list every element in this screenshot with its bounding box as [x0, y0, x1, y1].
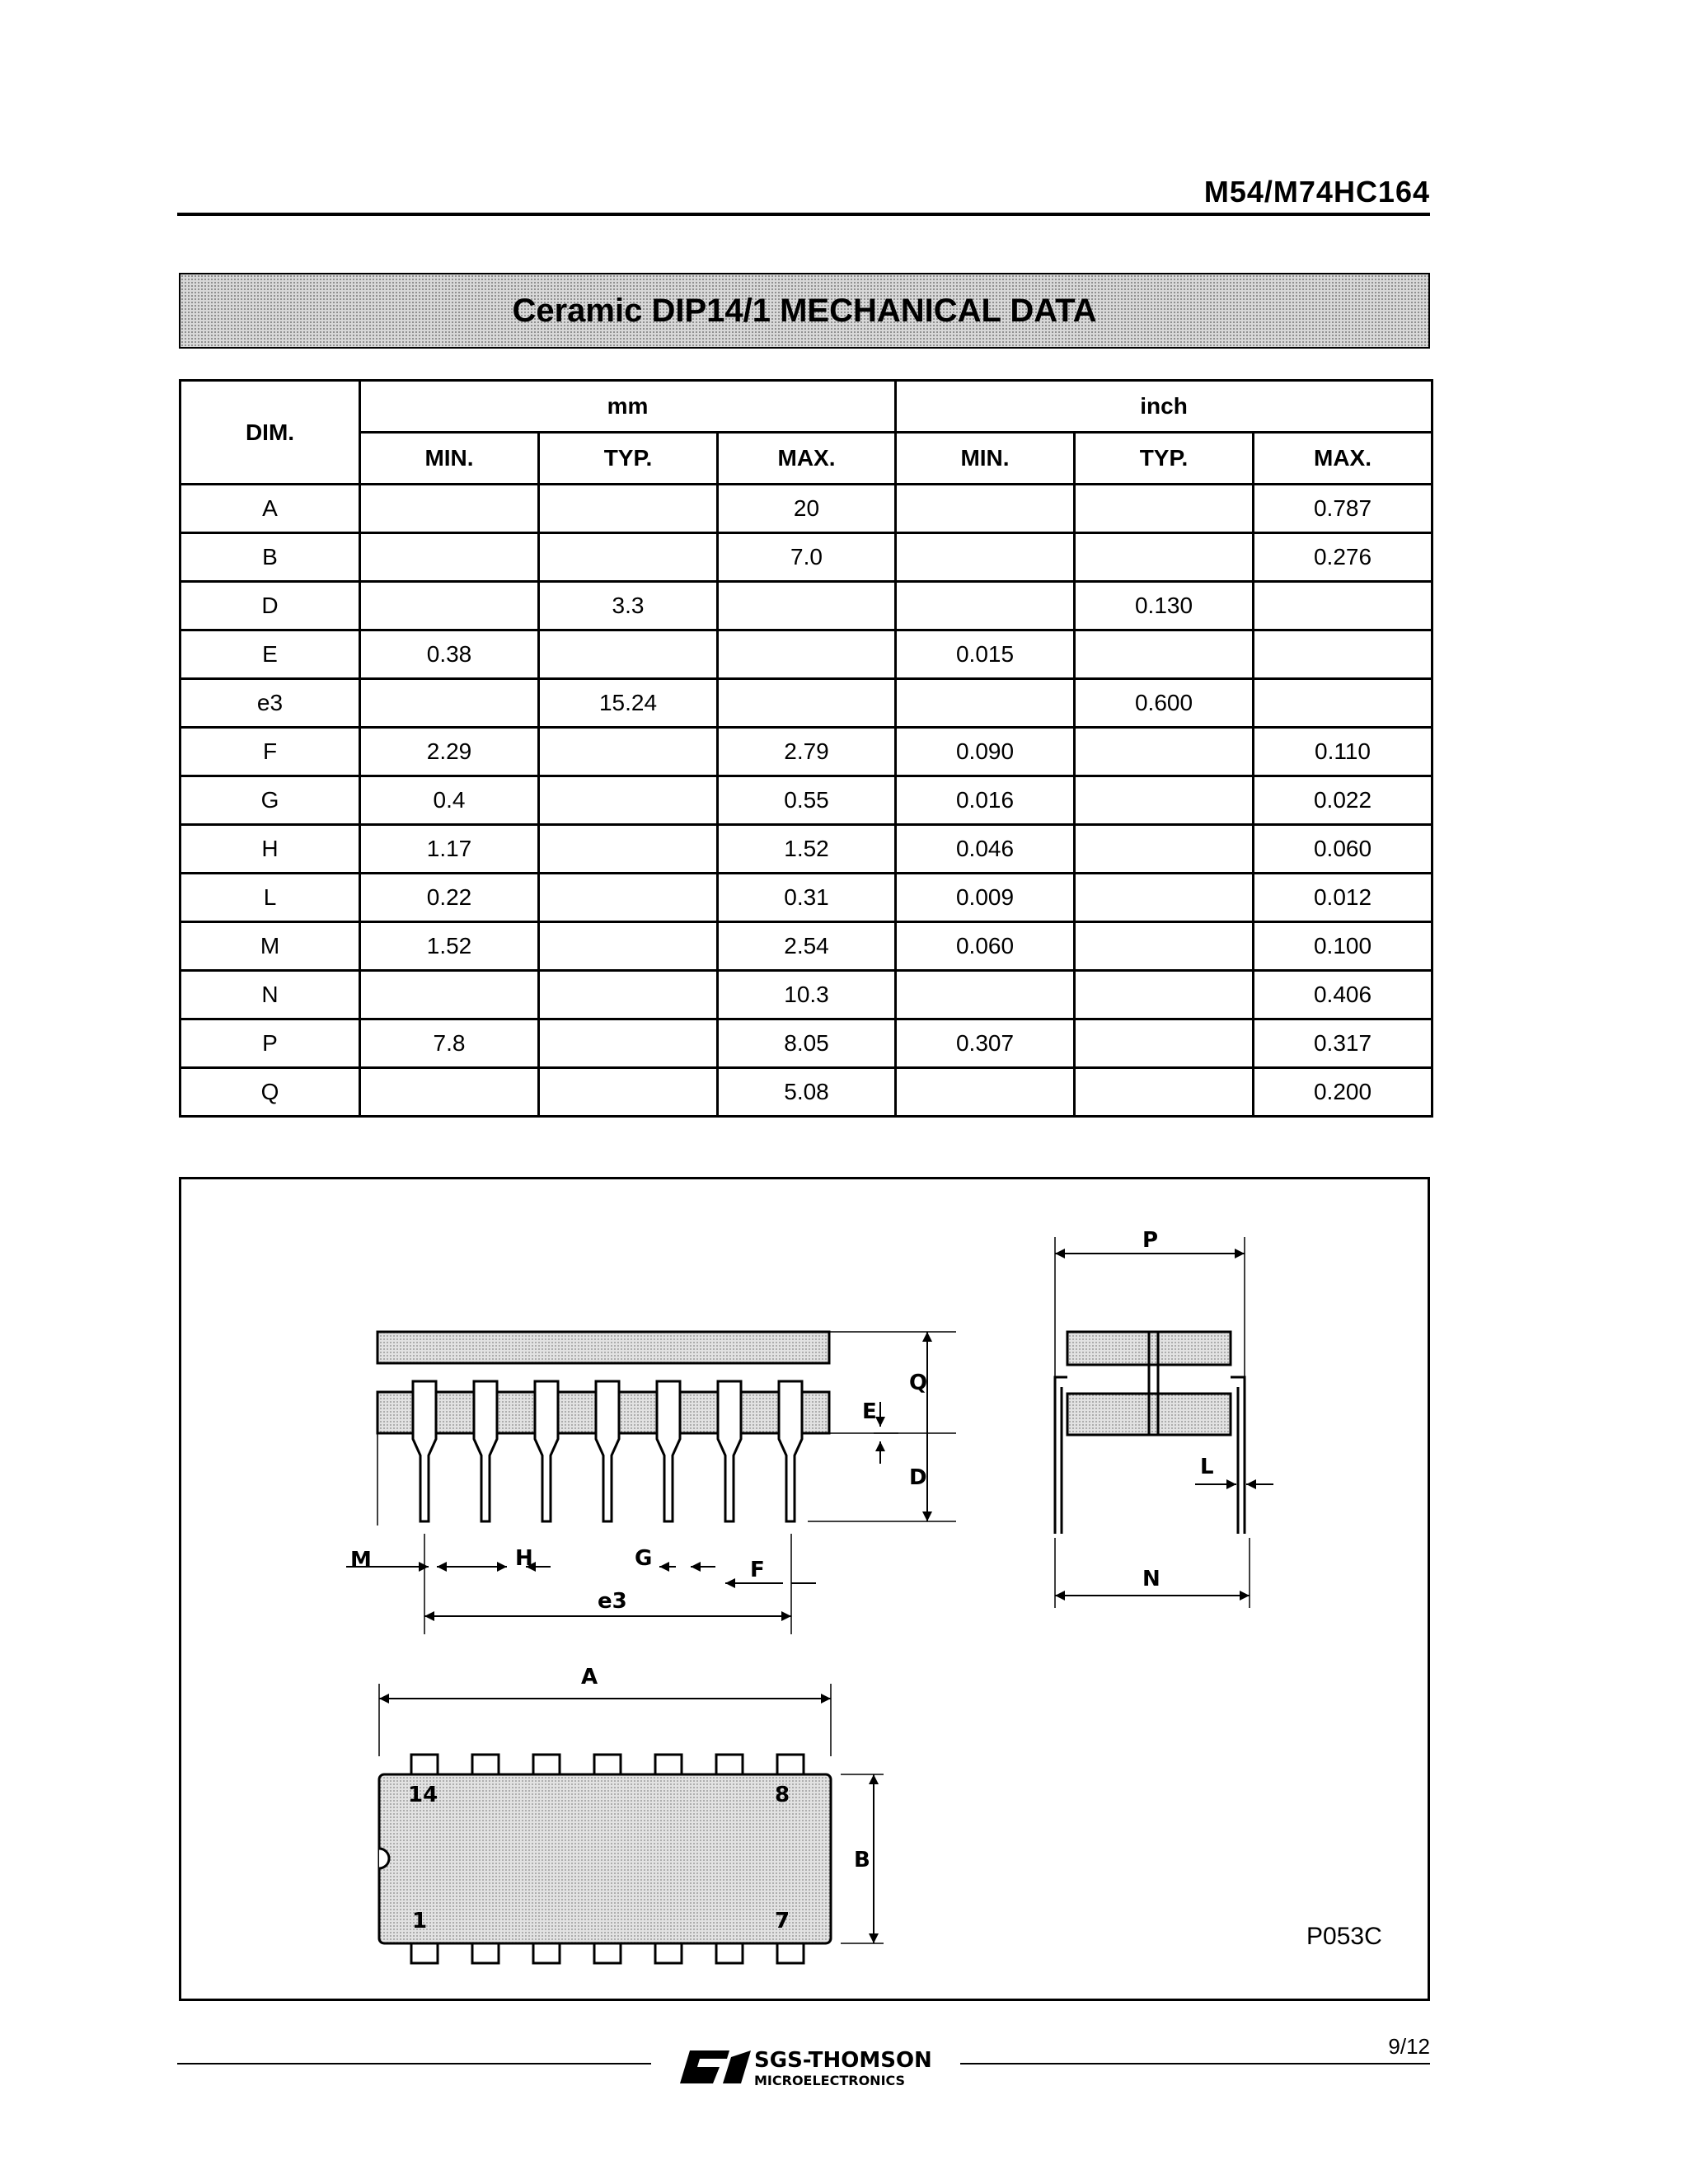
sub-header: TYP. [1075, 433, 1254, 485]
pin-top [777, 1755, 804, 1774]
dim-cell: E [181, 630, 360, 679]
dim-label-P: P [1142, 1228, 1159, 1253]
lead [657, 1381, 680, 1521]
value-cell [360, 971, 539, 1019]
dim-label-Q: Q [909, 1371, 928, 1395]
value-cell [360, 679, 539, 728]
value-cell: 0.317 [1254, 1019, 1432, 1068]
pin-top [716, 1755, 743, 1774]
pin-top [655, 1755, 682, 1774]
table-row [181, 874, 1432, 922]
dim-label-H: H [515, 1546, 533, 1571]
value-cell [539, 1068, 718, 1117]
value-cell: 0.060 [1254, 825, 1432, 874]
pin-bottom [411, 1943, 438, 1963]
pin-top [533, 1755, 560, 1774]
value-cell [360, 1068, 539, 1117]
pin-bottom [655, 1943, 682, 1963]
value-cell: 1.52 [718, 825, 896, 874]
value-cell [896, 971, 1075, 1019]
value-cell: 0.276 [1254, 533, 1432, 582]
end-view [1055, 1237, 1273, 1608]
table-row [181, 971, 1432, 1019]
dim-cell: B [181, 533, 360, 582]
value-cell: 0.200 [1254, 1068, 1432, 1117]
sgs-thomson-logo [672, 2036, 944, 2093]
value-cell [1075, 874, 1254, 922]
value-cell [539, 874, 718, 922]
value-cell: 0.060 [896, 922, 1075, 971]
value-cell [539, 1019, 718, 1068]
lead [413, 1381, 436, 1521]
table-row [181, 630, 1432, 679]
value-cell: 0.012 [1254, 874, 1432, 922]
value-cell: 0.600 [1075, 679, 1254, 728]
table-row [181, 776, 1432, 825]
table-row [181, 485, 1432, 533]
value-cell: 0.046 [896, 825, 1075, 874]
value-cell [1075, 825, 1254, 874]
value-cell [1254, 630, 1432, 679]
value-cell: 0.4 [360, 776, 539, 825]
value-cell [539, 728, 718, 776]
value-cell: 0.016 [896, 776, 1075, 825]
lead [535, 1381, 558, 1521]
package-drawing-svg [181, 1179, 1432, 2004]
section-title: Ceramic DIP14/1 MECHANICAL DATA [512, 292, 1097, 329]
value-cell [360, 485, 539, 533]
value-cell [1075, 485, 1254, 533]
value-cell: 0.31 [718, 874, 896, 922]
dim-label-M: M [350, 1548, 372, 1572]
dim-cell: P [181, 1019, 360, 1068]
dim-cell: e3 [181, 679, 360, 728]
logo-brand-sub: MICROELECTRONICS [754, 2073, 906, 2088]
value-cell [896, 485, 1075, 533]
value-cell [896, 533, 1075, 582]
value-cell [539, 630, 718, 679]
sub-header: MAX. [718, 433, 896, 485]
pin-label-14: 14 [408, 1783, 438, 1807]
sub-header: MIN. [896, 433, 1075, 485]
pin-top [594, 1755, 621, 1774]
dim-cell: G [181, 776, 360, 825]
value-cell [539, 776, 718, 825]
value-cell: 0.015 [896, 630, 1075, 679]
value-cell: 0.38 [360, 630, 539, 679]
logo-brand: SGS-THOMSON [754, 2048, 932, 2073]
dim-header: DIM. [181, 381, 360, 485]
sub-header: MAX. [1254, 433, 1432, 485]
value-cell: 0.130 [1075, 582, 1254, 630]
pin-bottom [777, 1943, 804, 1963]
inch-header: inch [896, 381, 1432, 433]
section-banner [179, 273, 1430, 349]
value-cell [539, 922, 718, 971]
dim-cell: F [181, 728, 360, 776]
value-cell: 3.3 [539, 582, 718, 630]
mechanical-data-table [179, 379, 1433, 1118]
dim-cell: H [181, 825, 360, 874]
table-row [181, 1068, 1432, 1117]
lead [474, 1381, 497, 1521]
value-cell: 8.05 [718, 1019, 896, 1068]
value-cell [539, 533, 718, 582]
document-title: M54/M74HC164 [1203, 175, 1430, 209]
lead [596, 1381, 619, 1521]
table-row [181, 1019, 1432, 1068]
dim-cell: L [181, 874, 360, 922]
dim-cell: Q [181, 1068, 360, 1117]
table-row [181, 728, 1432, 776]
value-cell: 7.0 [718, 533, 896, 582]
side-view [346, 1332, 956, 1634]
value-cell: 20 [718, 485, 896, 533]
footer-rule-right [960, 2063, 1430, 2064]
value-cell: 10.3 [718, 971, 896, 1019]
table-row [181, 922, 1432, 971]
value-cell: 1.52 [360, 922, 539, 971]
value-cell [1075, 630, 1254, 679]
value-cell: 0.110 [1254, 728, 1432, 776]
table-row [181, 825, 1432, 874]
value-cell: 0.787 [1254, 485, 1432, 533]
dim-cell: N [181, 971, 360, 1019]
dim-cell: A [181, 485, 360, 533]
pin-label-1: 1 [412, 1909, 428, 1933]
sub-header: MIN. [360, 433, 539, 485]
table-body [181, 485, 1432, 1117]
value-cell: 0.406 [1254, 971, 1432, 1019]
pin-label-7: 7 [775, 1909, 790, 1933]
drawing-code: P053C [1306, 1923, 1382, 1950]
pin-bottom [716, 1943, 743, 1963]
value-cell: 0.307 [896, 1019, 1075, 1068]
header-rule [177, 213, 1430, 216]
lead [779, 1381, 802, 1521]
value-cell [1075, 728, 1254, 776]
value-cell [1075, 1019, 1254, 1068]
value-cell [539, 971, 718, 1019]
value-cell: 0.090 [896, 728, 1075, 776]
value-cell [896, 1068, 1075, 1117]
value-cell: 2.54 [718, 922, 896, 971]
value-cell: 0.55 [718, 776, 896, 825]
value-cell [718, 582, 896, 630]
dim-label-A: A [581, 1665, 598, 1690]
pin-top [411, 1755, 438, 1774]
top-view [379, 1684, 884, 1963]
pin-bottom [472, 1943, 499, 1963]
mm-header: mm [360, 381, 896, 433]
value-cell [1254, 582, 1432, 630]
value-cell [896, 582, 1075, 630]
table-row [181, 533, 1432, 582]
value-cell: 0.22 [360, 874, 539, 922]
dim-label-L: L [1200, 1455, 1214, 1479]
value-cell: 2.29 [360, 728, 539, 776]
footer-rule-left [177, 2063, 651, 2064]
value-cell [1075, 922, 1254, 971]
value-cell: 0.009 [896, 874, 1075, 922]
value-cell: 0.100 [1254, 922, 1432, 971]
value-cell [1254, 679, 1432, 728]
value-cell: 5.08 [718, 1068, 896, 1117]
dim-label-E: E [862, 1399, 877, 1424]
package-drawing [179, 1177, 1430, 2001]
value-cell [360, 533, 539, 582]
dim-cell: D [181, 582, 360, 630]
value-cell [539, 825, 718, 874]
value-cell: 2.79 [718, 728, 896, 776]
value-cell: 7.8 [360, 1019, 539, 1068]
value-cell [1075, 1068, 1254, 1117]
pin-label-8: 8 [775, 1783, 790, 1807]
table-row [181, 679, 1432, 728]
pin-bottom [533, 1943, 560, 1963]
page-number: 9/12 [1388, 2034, 1430, 2059]
value-cell [718, 679, 896, 728]
dim-label-B: B [854, 1848, 870, 1872]
value-cell: 0.022 [1254, 776, 1432, 825]
dim-label-F: F [750, 1558, 765, 1582]
value-cell [539, 485, 718, 533]
pin-top [472, 1755, 499, 1774]
value-cell [360, 582, 539, 630]
value-cell [718, 630, 896, 679]
dim-label-G: G [635, 1546, 653, 1571]
dim-label-N: N [1142, 1567, 1160, 1591]
dim-cell: M [181, 922, 360, 971]
value-cell: 15.24 [539, 679, 718, 728]
lead [718, 1381, 741, 1521]
dim-label-D: D [909, 1465, 927, 1490]
value-cell [1075, 533, 1254, 582]
value-cell: 1.17 [360, 825, 539, 874]
dim-label-e3: e3 [598, 1589, 627, 1614]
pin-bottom [594, 1943, 621, 1963]
value-cell [896, 679, 1075, 728]
sub-header: TYP. [539, 433, 718, 485]
value-cell [1075, 971, 1254, 1019]
table-row [181, 582, 1432, 630]
value-cell [1075, 776, 1254, 825]
